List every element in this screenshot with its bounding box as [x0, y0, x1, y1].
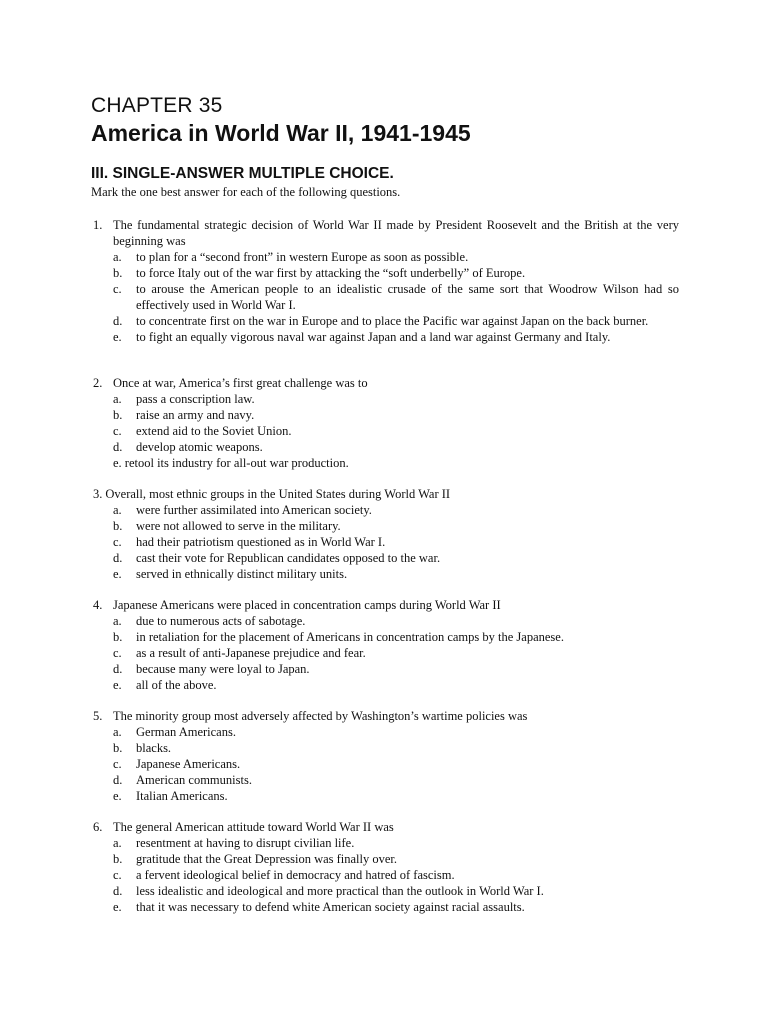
option-list [93, 724, 679, 804]
option-list [93, 391, 679, 471]
option-e [93, 899, 679, 915]
question-number: 2. [93, 376, 103, 390]
option-text: American communists. [136, 773, 252, 787]
option-a [93, 724, 679, 740]
option-letter: e. [113, 900, 122, 914]
option-text: Italian Americans. [136, 789, 228, 803]
option-c [93, 756, 679, 772]
option-letter: b. [113, 741, 123, 755]
section-instructions: Mark the one best answer for each of the following questions. [91, 185, 401, 199]
question-stem [93, 819, 679, 835]
option-c [93, 281, 679, 313]
option-a [93, 613, 679, 629]
option-letter: a. [113, 614, 122, 628]
option-letter: a. [113, 250, 122, 264]
option-text: raise an army and navy. [136, 408, 255, 422]
option-text: German Americans. [136, 725, 236, 739]
question-text: The fundamental strategic decision of World War II made by President Roosevelt and the British at the very beginning was [113, 218, 679, 248]
option-d [93, 313, 679, 329]
section-heading: III. SINGLE-ANSWER MULTIPLE CHOICE. [91, 165, 394, 182]
option-letter: a. [113, 392, 122, 406]
option-e [93, 788, 679, 804]
option-d [93, 772, 679, 788]
option-b [93, 518, 679, 534]
option-list [93, 613, 679, 693]
option-letter: b. [113, 630, 123, 644]
option-e [93, 455, 679, 471]
option-text: to concentrate first on the war in Europe and to place the Pacific war against Japan on the back burner. [136, 314, 649, 328]
option-letter: d. [113, 773, 123, 787]
question-number: 5. [93, 709, 103, 723]
option-text: were not allowed to serve in the military. [136, 519, 341, 533]
option-letter: c. [113, 646, 122, 660]
option-text: had their patriotism questioned as in World War I. [136, 535, 386, 549]
option-b [93, 851, 679, 867]
option-text: e. retool its industry for all-out war production. [113, 456, 349, 470]
option-letter: c. [113, 535, 122, 549]
option-a [93, 391, 679, 407]
question-text: Once at war, America’s first great challenge was to [113, 376, 368, 390]
option-letter: a. [113, 836, 122, 850]
option-list [93, 249, 679, 345]
option-list [93, 502, 679, 582]
option-c [93, 867, 679, 883]
option-text: develop atomic weapons. [136, 440, 263, 454]
option-text: were further assimilated into American society. [136, 503, 372, 517]
option-text: because many were loyal to Japan. [136, 662, 310, 676]
option-letter: d. [113, 884, 123, 898]
question-number: 6. [93, 820, 103, 834]
option-text: to plan for a “second front” in western Europe as soon as possible. [136, 250, 469, 264]
option-c [93, 645, 679, 661]
option-text: as a result of anti-Japanese prejudice and fear. [136, 646, 366, 660]
question-6 [93, 819, 679, 915]
option-text: cast their vote for Republican candidates opposed to the war. [136, 551, 441, 565]
question-number: 3. [93, 487, 103, 501]
question-stem [93, 708, 679, 724]
option-letter: c. [113, 424, 122, 438]
question-stem [93, 217, 679, 249]
question-1 [93, 217, 679, 345]
chapter-label: CHAPTER 35 [91, 94, 223, 117]
option-text: a fervent ideological belief in democracy and hatred of fascism. [136, 868, 455, 882]
option-b [93, 265, 679, 281]
option-text: Japanese Americans. [136, 757, 241, 771]
option-text: served in ethnically distinct military units. [136, 567, 348, 581]
option-b [93, 629, 679, 645]
option-text: in retaliation for the placement of Americans in concentration camps by the Japanese. [136, 630, 564, 644]
question-text: The minority group most adversely affected by Washington’s wartime policies was [113, 709, 528, 723]
option-text: extend aid to the Soviet Union. [136, 424, 292, 438]
option-a [93, 835, 679, 851]
question-text: The general American attitude toward World War II was [113, 820, 394, 834]
option-text: gratitude that the Great Depression was finally over. [136, 852, 398, 866]
option-text: to fight an equally vigorous naval war against Japan and a land war against Germany and Italy. [136, 330, 611, 344]
option-letter: c. [113, 282, 122, 296]
chapter-title: America in World War II, 1941-1945 [91, 120, 471, 146]
option-letter: e. [113, 789, 122, 803]
option-letter: d. [113, 440, 123, 454]
option-b [93, 740, 679, 756]
option-text: less idealistic and ideological and more practical than the outlook in World War I. [136, 884, 544, 898]
option-text: all of the above. [136, 678, 217, 692]
option-letter: d. [113, 551, 123, 565]
question-5 [93, 708, 679, 804]
option-letter: e. [113, 330, 122, 344]
option-letter: b. [113, 852, 123, 866]
option-d [93, 883, 679, 899]
option-e [93, 677, 679, 693]
option-text: to force Italy out of the war first by attacking the “soft underbelly” of Europe. [136, 266, 526, 280]
option-letter: d. [113, 314, 123, 328]
option-letter: e. [113, 567, 122, 581]
option-b [93, 407, 679, 423]
option-text: blacks. [136, 741, 172, 755]
option-letter: b. [113, 408, 123, 422]
option-e [93, 329, 679, 345]
option-e [93, 566, 679, 582]
option-letter: d. [113, 662, 123, 676]
option-d [93, 550, 679, 566]
question-stem [93, 375, 679, 391]
option-letter: b. [113, 519, 123, 533]
question-2 [93, 375, 679, 471]
option-letter: e. [113, 678, 122, 692]
question-stem [93, 597, 679, 613]
question-4 [93, 597, 679, 693]
option-text: resentment at having to disrupt civilian life. [136, 836, 355, 850]
question-stem [93, 486, 679, 502]
option-text: to arouse the American people to an idealistic crusade of the same sort that Woodrow Wilson had so effectively used in World War I. [136, 282, 679, 312]
question-3 [93, 486, 679, 582]
option-letter: c. [113, 868, 122, 882]
question-number: 1. [93, 218, 103, 232]
option-text: that it was necessary to defend white American society against racial assaults. [136, 900, 525, 914]
question-text: Japanese Americans were placed in concentration camps during World War II [113, 598, 501, 612]
question-number: 4. [93, 598, 103, 612]
option-a [93, 249, 679, 265]
option-text: due to numerous acts of sabotage. [136, 614, 306, 628]
option-letter: a. [113, 503, 122, 517]
option-c [93, 534, 679, 550]
option-letter: b. [113, 266, 123, 280]
option-d [93, 439, 679, 455]
option-c [93, 423, 679, 439]
option-list [93, 835, 679, 915]
option-letter: c. [113, 757, 122, 771]
option-letter: a. [113, 725, 122, 739]
option-d [93, 661, 679, 677]
question-text: Overall, most ethnic groups in the United States during World War II [105, 487, 451, 501]
option-a [93, 502, 679, 518]
option-text: pass a conscription law. [136, 392, 255, 406]
